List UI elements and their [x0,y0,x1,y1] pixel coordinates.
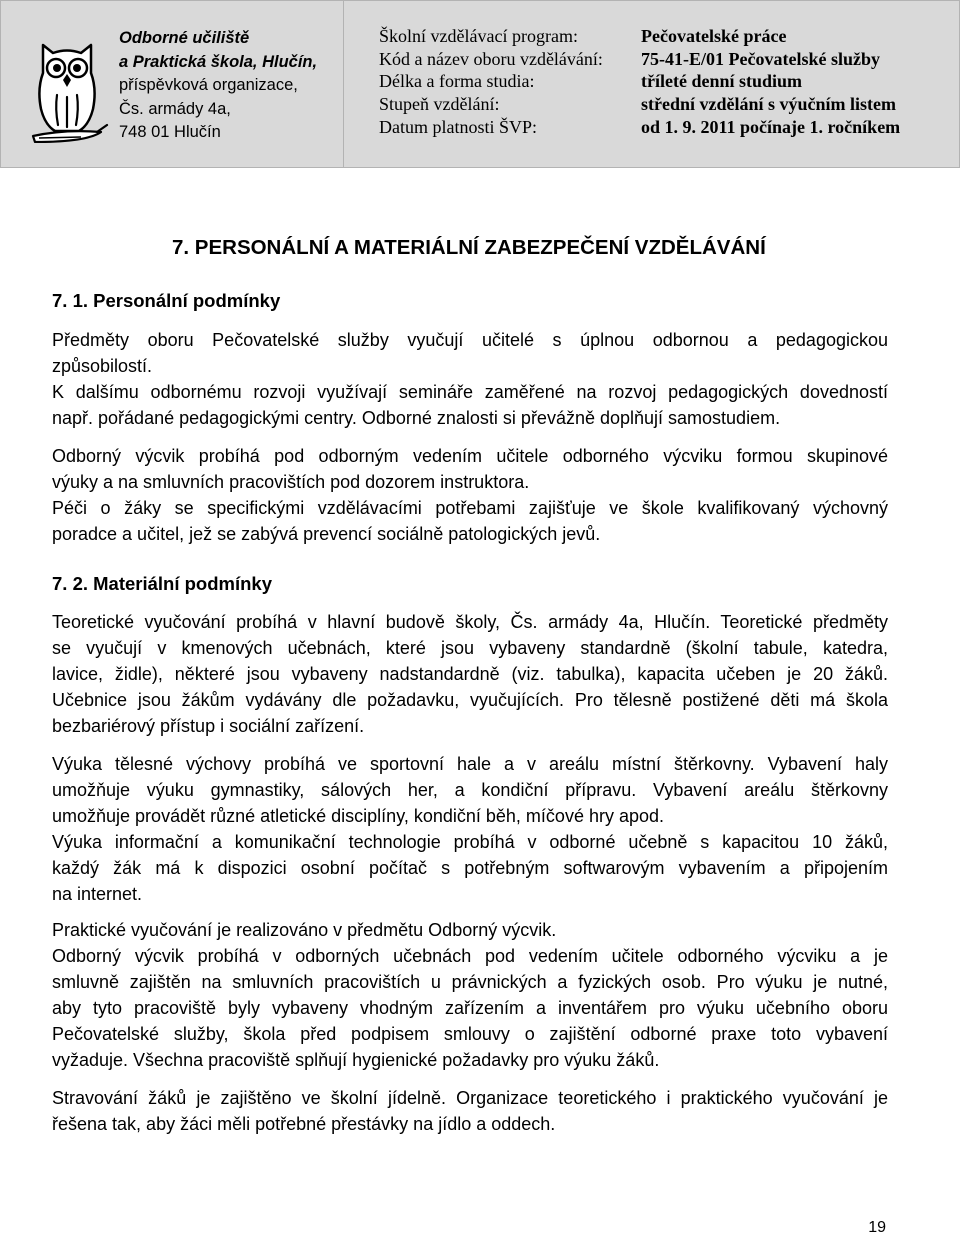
paragraph [52,327,888,379]
program-info-cell [344,1,959,167]
info-value: střední vzdělání s výučním listem [641,94,896,114]
info-value: tříleté denní studium [641,71,803,91]
paragraph [52,443,888,495]
text-line: řešena tak, aby žáci měli potřebné přestávky na jídlo a oddech. [52,1114,556,1134]
text-line: Odborný výcvik probíhá pod odborným vedením učitele odborného výcviku formou skupinové [52,446,888,466]
school-line: 748 01 Hlučín [119,123,221,141]
text-line: smluvně zajištěn na smluvních pracovištích u právnických a fyzických osob. Pro výuku je nutné, [52,972,888,992]
text-line: bezbariérový přístup i sociální zařízení. [52,716,365,736]
text-line: Péči o žáky se specifickými vzdělávacími potřebami zajišťuje ve škole kvalifikovaný výchovný [52,498,888,518]
section-heading-personnel: 7. 1. Personální podmínky [52,290,281,311]
text-line: aby tyto pracoviště byly vybaveny vhodným zařízením a inventářem pro výuku učebního oboru [52,998,888,1018]
text-line: na internet. [52,884,143,904]
paragraph [52,829,888,907]
text-line: např. pořádané pedagogickými centry. Odborné znalosti si převážně doplňují samostudiem. [52,408,781,428]
section-heading-material: 7. 2. Materiální podmínky [52,573,273,594]
text-line: se vyučují v kmenových učebnách, které jsou vybaveny standardně (školní tabule, katedra, [52,638,888,658]
school-line: a Praktická škola, Hlučín, [119,52,318,71]
school-name-address [119,27,317,145]
info-label: Datum platnosti ŠVP: [379,117,538,137]
text-line: Teoretické vyučování probíhá v hlavní budově školy, Čs. armády 4a, Hlučín. Teoretické předměty [52,612,888,632]
paragraph [52,379,888,431]
text-line: Praktické vyučování je realizováno v předmětu Odborný výcvik. [52,920,557,940]
text-line: každý žák má k dispozici osobní počítač s potřebným softwarovým vybavením a připojením [52,858,888,878]
text-group [52,609,888,739]
text-line: Stravování žáků je zajištěno ve školní jídelně. Organizace teoretického i praktického vyučování je [52,1088,888,1108]
text-group [52,751,888,907]
text-line: Výuka tělesné výchovy probíhá ve sportovní hale a v areálu místní štěrkovny. Vybavení haly [52,754,888,774]
text-line: vyžaduje. Všechna pracoviště splňují hygienické požadavky pro výuku žáků. [52,1050,660,1070]
text-line: K dalšímu odbornému rozvoji využívají semináře zaměřené na rozvoj pedagogických dovedností [52,382,888,402]
school-line: příspěvková organizace, [119,76,298,94]
text-line: Předměty oboru Pečovatelské služby vyučují učitelé s úplnou odbornou a pedagogickou [52,330,888,350]
page-header [0,0,960,168]
info-row-program [344,25,959,47]
chapter-title: 7. PERSONÁLNÍ A MATERIÁLNÍ ZABEZPEČENÍ VZDĚLÁVÁNÍ [172,236,766,259]
paragraph [52,1085,888,1137]
text-line: Pečovatelské služby, škola před podpisem smlouvy o zajištění odborné praxe toto vybavení [52,1024,888,1044]
school-info-cell [1,1,344,167]
paragraph [52,917,888,943]
text-line: způsobilostí. [52,356,153,376]
text-line: umožňuje výuku gymnastiky, sálových her, a kondiční přípravu. Vybavení areálu štěrkovny [52,780,888,800]
paragraph [52,495,888,547]
text-line: Učebnice jsou žákům vydávány dle požadavku, vyučujících. Pro tělesně postižené děti má škola [52,690,888,710]
info-value: Pečovatelské práce [641,26,787,46]
text-line: umožňuje provádět různé atletické disciplíny, kondiční běh, míčové hry apod. [52,806,664,826]
info-label: Kód a název oboru vzdělávání: [379,49,603,69]
info-row-field-code [344,48,959,70]
paragraph [52,751,888,829]
text-group [52,443,888,547]
page-number: 19 [868,1219,886,1236]
info-label: Délka a forma studia: [379,71,535,91]
info-value: od 1. 9. 2011 počínaje 1. ročníkem [641,117,901,137]
text-group [52,327,888,431]
paragraph [52,609,888,739]
owl-logo [25,39,109,143]
school-line: Odborné učiliště [119,29,250,47]
info-value: 75-41-E/01 Pečovatelské služby [641,49,880,69]
text-line: lavice, židle), některé jsou vybaveny nadstandardně (viz. tabulka), kapacita učeben je 20 žáků. [52,664,888,684]
text-line: poradce a učitel, jež se zabývá prevencí sociálně patologických jevů. [52,524,601,544]
text-line: Výuka informační a komunikační technologie probíhá v odborné učebně s kapacitou 10 žáků, [52,832,888,852]
info-label: Školní vzdělávací program: [379,26,578,46]
info-row-study-length [344,70,959,92]
info-row-education-level [344,93,959,115]
text-line: výuky a na smluvních pracovištích pod dozorem instruktora. [52,472,530,492]
text-line: Odborný výcvik probíhá v odborných učebnách pod vedením učitele odborného výcviku a je [52,946,888,966]
paragraph [52,943,888,1073]
info-row-validity-date [344,116,959,138]
text-group [52,917,888,1073]
info-label: Stupeň vzdělání: [379,94,500,114]
text-group [52,1085,888,1137]
school-line: Čs. armády 4a, [119,99,231,118]
